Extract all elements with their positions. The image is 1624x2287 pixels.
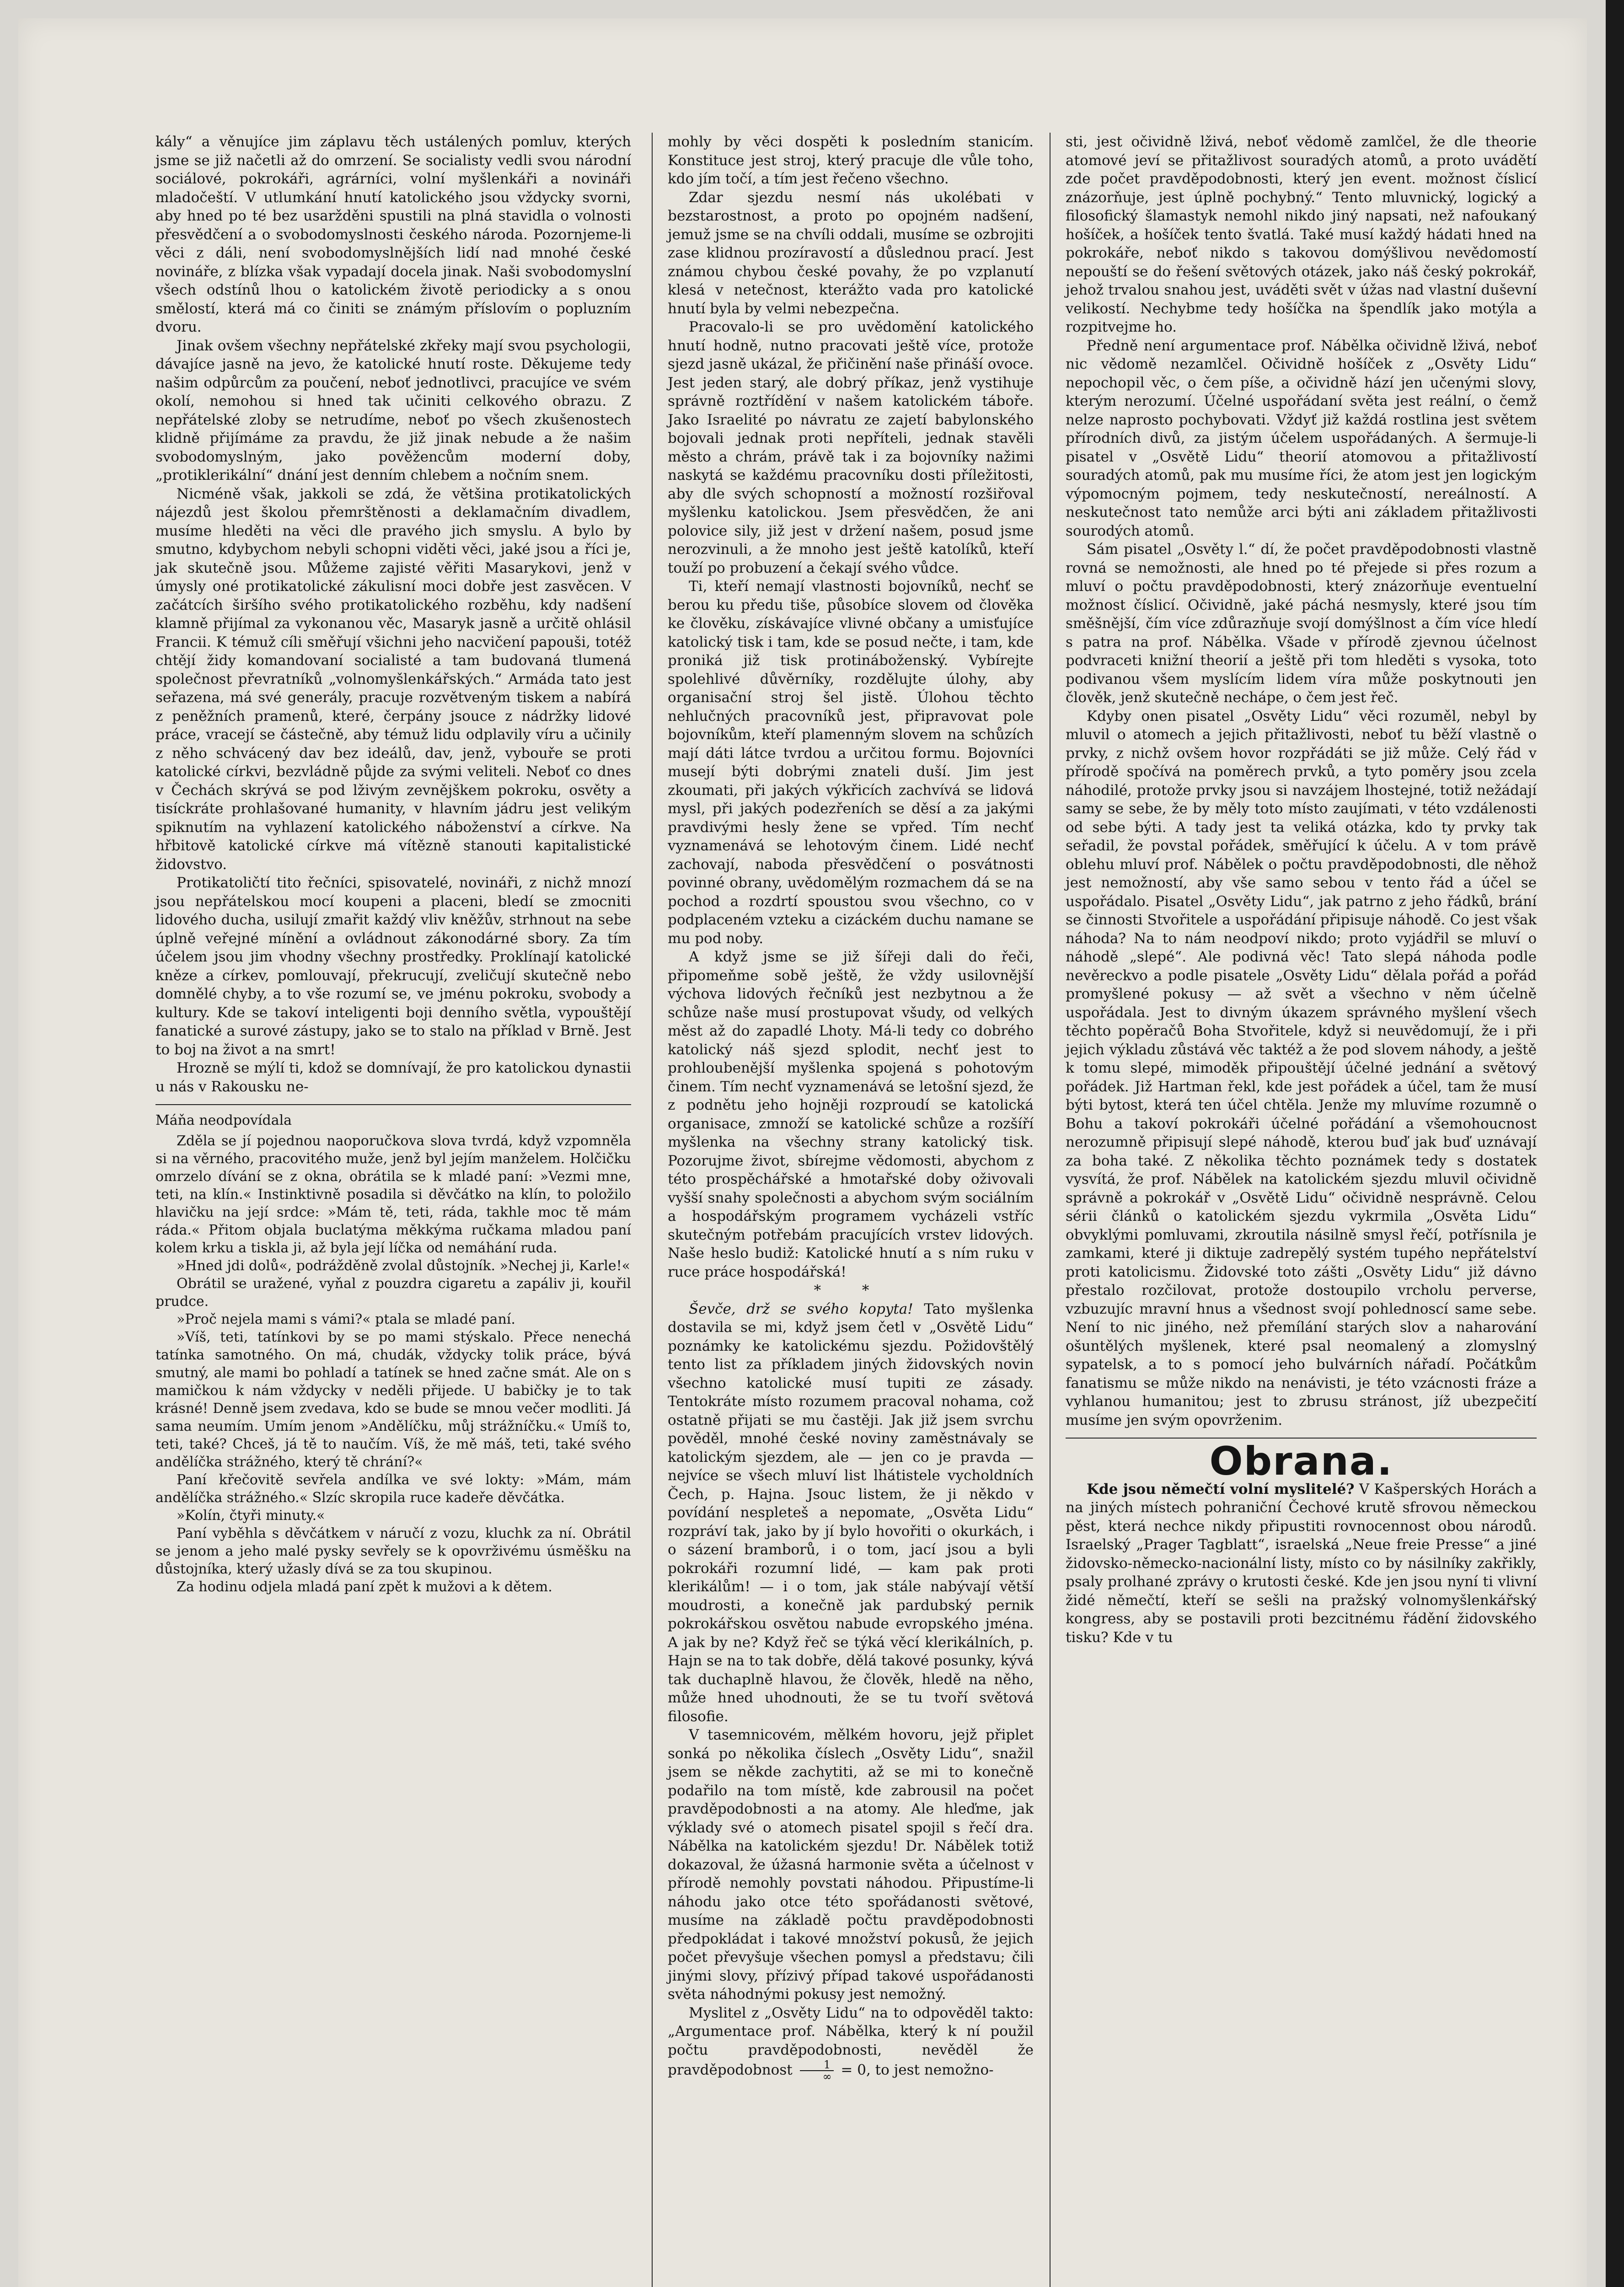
fraction xyxy=(800,2059,834,2082)
column-3 xyxy=(1066,133,1537,1647)
column-1 xyxy=(155,133,631,1596)
paragraph: mohly by věci dospěti k posledním stanicím. Konstituce jest stroj, který pracuje dle vůle toho, kdo jím točí, a tím jest řečeno všechno. xyxy=(668,134,1034,187)
paragraph: Předně není argumentace prof. Nábělka očividně lživá, neboť nic vědomě nezamlčel. Očividně hošíček z „Osvěty Lidu“ nepochopil věc, o čem píše, a očividně hází jen učenými slovy, kterým nerozumí. Účelné uspořádaní světa jest reální, o čemž nelze naprosto pochybovati. Vždyť již každá rostlina jest světem přírodních divů, za jistým účelem uspořádaných. A šermuje-li pisatel v „Osvětě Lidu“ theorií atomovou a přitažlivostí souradých atomů, pak mu musíme říci, že atom jest jen logickým výpomocným pojmem, tedy neskutečností, nereálností. A neskutečnost tato nemůže arci býti ani základem přitažlivosti sourodých atomů. xyxy=(1066,337,1537,539)
paragraph: Pracovalo-li se pro uvědomění katolického hnutí hodně, nutno pracovati ještě více, protože sjezd jasně ukázal, že přičinění naše přináší ovoce. Jest jeden starý, ale dobrý příkaz, jenž vystihuje správně roztřídění v našem katolickém táboře. Jako Israelité po návratu ze zajetí babylonského bojovali jednak proti nepříteli, jednak stavěli město a chrám, právě tak i za bojovníky nažimi naskytá se každému pracovníku dosti příležitosti, aby dle svých schopností a možností rozšiřoval myšlenku katolickou. Jsem přesvědčen, že ani polovice sily, již jest v držení našem, posud jsme nerozvinuli, a že mnoho jest ještě katolíků, kteří touží po probuzení a čekají svého vůdce. xyxy=(668,319,1034,576)
paragraph: Hrozně se mýlí ti, kdož se domnívají, že pro katolickou dynastii u nás v Rakousku ne- xyxy=(155,1060,631,1095)
feuilleton-paragraph: Paní křečovitě sevřela andílka ve své lokty: »Mám, mám andělíčka strážného.« Slzíc skropila ruce kadeře děvčátka. xyxy=(155,1472,631,1506)
feuilleton-paragraph: »Hned jdi dolů«, podrážděně zvolal důstojník. »Nechej ji, Karle!« xyxy=(177,1258,631,1274)
subhead: Kde jsou němečtí volní myslitelé? xyxy=(1087,1481,1355,1498)
paragraph: Kdyby onen pisatel „Osvěty Lidu“ věci rozuměl, nebyl by mluvil o atomech a jejich přitažlivosti, neboť tu běží vlastně o prvky, z nichž ovšem hovor rozpřádáti se již může. Celý řád v přírodě spočívá na poměrech prvků, a tyto poměry jsou zcela náhodilé, protože prvky jsou si navzájem lhostejné, totiž nežádají samy se sebe, že by měly toto místo zaujímati, v této vzdálenosti od sebe býti. A tady jest ta veliká otázka, kdo ty prvky tak seřadil, že povstal pořádek, směřující k účelu. A v tom právě oblehu mluví prof. Nábělek o počtu pravděpodobnosti, dle něhož jest nemožností, aby vše samo sebou v tento řád a účel se uspořádalo. Pisatel „Osvěty Lidu“, jak patrno z jeho řádků, brání se činnosti Stvořitele a uspořádání připisuje náhodě. Co jest však náhoda? Na to nám neodpoví nikdo; proto vyjádřil se mluví o náhodě „slepé“. Ale podivná věc! Tato slepá náhoda podle nevěreckvo a podle pisatele „Osvěty Lidu“ dělala pořád a pořád promyšlené pokusy — až svět a všechno v něm účelně uspořádala. Jest to divným úkazem správného myšlení všech těchto popěračů Boha Stvořitele, když si neuvědomují, že i při jejich výkladu zůstává věc taktéž a že pod slovem náhody, a ještě k tomu slepé, mimoděk připouštějí účelné jednání a světový pořádek. Již Hartman řekl, kde jest pořádek a účel, tam že musí býti bytost, která ten účel chtěla. Jenže my mluvíme rozumně o Bohu a takoví pokrokáři účelné pořádání a všemohoucnost nerozumně připisují slepé náhodě, kterou buď jak buď uznávají za boha také. Z několika těchto poznámek tedy s dostatek vysvítá, že prof. Nábělek na katolickém sjezdu mluvil očividně správně a pokrokář v „Osvětě Lidu“ očividně nesprávně. Celou sérii článků o katolickém sjezdu vykrmila „Osvěta Lidu“ obvyklými pomluvami, zkroutila násilně smysl řečí, potřísnila je zamkami, které ji diktuje zadrepělý systém tupého nepřátelství proti katolicismu. Židovské toto zášti „Osvěty Lidu“ již dávno přestalo rozčilovat, protože dostoupilo vrcholu perverse, vzbuzujíc mravní hnus a všednost svojí pohlednoscí same sebe. Není to nic jiného, než přemílání starých slov a naharování ošuntělých myšlenek, které psal neomalený a zlomyslný sypatelsk, a to s pomocí jeho bulvárních nářadí. Počátkům fanatismu se může nikdo na nenávisti, je této vzácnosti fráze a vyhlanou humanitou; jest to zbrusu stránost, jíž ubezpečití musíme jen svým opovrženim. xyxy=(1066,708,1537,1428)
paragraph: sti, jest očividně lživá, neboť vědomě zamlčel, že dle theorie atomové jeví se přitažlivost souradých atomů, a proto uvádětí zde počet pravděpodobnosti, který jen event. možnost číslicí znázorňuje, jest úplně pochybný.“ Tento mluvnický, logický a filosofický šlamastyk nemohl nikdo jiný napsati, než nafoukaný hošíček, a hošíček tento švatlá. Také musí každý hádati hned na pokrokáře, neboť nikdo s takovou domýšlivou nevědomostí nepouští se do řešení světových otázek, jako náš český pokrokář, jehož trvalou snahou jest, uváděti svět v úžas nad vlastní duševní velikostí. Nechybme tedy hošíčka na špendlík jako motýla a rozpitvejme ho. xyxy=(1066,134,1537,335)
paragraph: Sám pisatel „Osvěty l.“ dí, že počet pravděpodobnosti vlastně rovná se nemožnosti, ale hned po té přejede si přes rozum a mluví o počtu pravděpodobnosti, který znázorňuje eventuelní možnost číslicí. Očividně, jaké páchá nesmysly, které jsou tím směšnější, čím více zdůrazňuje svojí domýšlnost a čím více hledí s patra na prof. Nábělka. Všade v přírodě zjevnou účelnost podvraceti knižní theorií a ještě při tom hleděti s vysoka, toto podivanou všem myslícím lidem víra může poskytnouti jen člověk, jenž skutečně nechápe, o čem jest řeč. xyxy=(1066,541,1537,706)
paragraph: Protikatoličtí tito řečníci, spisovatelé, novináři, z nichž mnozí jsou nepřátelskou mocí koupeni a placeni, bledí se zmocniti lidového ducha, usilují zmařit každý vliv kněžův, strhnout na sebe úplně veřejné mínění a ovládnout zákonodárné sbory. Za tím účelem jsou jim vhodny všechny prostředky. Proklínají katolické kněze a církev, pomlouvají, překrucují, zveličují skutečně nebo domnělé chyby, a to vše rozumí se, ve jménu pokroku, svobody a kultury. Kde se takoví inteligenti boji denního světla, vypouštějí fanatické a surové zástupy, jako se to stalo na příklad v Brně. Jest to boj na život a na smrt! xyxy=(155,875,631,1058)
feuilleton-paragraph: Paní vyběhla s děvčátkem v náručí z vozu, kluchk za ní. Obrátil se jenom a jeho malé pysky sevřely se k opovrživému úsměšku na důstojníka, který užasly dívá se za tou skupinou. xyxy=(155,1525,631,1577)
feuilleton xyxy=(155,1111,631,1596)
feuilleton-title: Máňa neodpovídala xyxy=(155,1112,292,1128)
paragraph-text: Myslitel z „Osvěty Lidu“ na to odpověděl takto: „Argumentace prof. Nábělka, který k ní použil počtu pravděpodobnosti, nevěděl že pravděpodobnost xyxy=(668,2004,1034,2078)
column-2 xyxy=(668,133,1034,2082)
feuilleton-paragraph: Zděla se jí pojednou naoporučkova slova tvrdá, když vzpomněla si na věrného, pracovitého muže, jenž byl jejím manželem. Holčičku omrzelo dívání se z okna, obrátila se k mladé paní: »Vezmi mne, teti, na klín.« Instinktivně posadila si děvčátko na klín, to položilo hlavičku na její srdce: »Mám tě, teti, ráda, takhle moc tě mám ráda.« Přitom objala buclatýma měkkýma ručkama mladou paní kolem krku a tiskla ji, až byla její líčka od nemáhání ruda. xyxy=(155,1133,631,1256)
feuilleton-paragraph: Obrátil se uražené, vyňal z pouzdra cigaretu a zapáliv ji, kouřil prudce. xyxy=(155,1276,631,1310)
column-divider-1 xyxy=(652,133,653,2287)
feuilleton-paragraph: »Proč nejela mami s vámi?« ptala se mladé paní. xyxy=(177,1311,515,1327)
article-lead-paragraph xyxy=(668,1300,1034,1726)
section-title: Obrana. xyxy=(1209,1439,1393,1484)
newspaper-page xyxy=(18,18,1587,2287)
feuilleton-paragraph: »Víš, teti, tatínkovi by se po mami stýskalo. Přece nenechá tatínka samotného. On má, chudák, vždycky tolik práce, bývá smutný, ale mami bo pohladí a tatínek se hned začne smát. Ale on s mamičkou k nám vždycky v neděli přijede. U babičky je to tak krásné! Denně jsem zvedava, kdo se bude se mnou večer modliti. Já sama neumím. Umím jenom »Andělíčku, můj strážníčku.« Umíš to, teti, také? Chceš, já tě to naučím. Víš, že mě máš, teti, také svého andělíčka strážného, který tě chrání?« xyxy=(155,1329,631,1470)
article-lead: Ševče, drž se svého kopyta! xyxy=(689,1300,913,1317)
paragraph: V tasemnicovém, mělkém hovoru, jejž připlet sonká po několika číslech „Osvěty Lidu“, snažil jsem se někde zachytiti, až se mi to konečně podařilo na tom místě, kde zabrousil na počet pravděpodobnosti a na atomy. Ale hleďme, jak výklady své o atomech pisatel spojil s řečí dra. Nábělka na katolickém sjezdu! Dr. Nábělek totiž dokazoval, že úžasná harmonie světa a účelnost v přírodě nemohly povstati náhodou. Připustíme-li náhodu jako otce této spořádanosti světové, musíme na základě počtu pravděpodobnosti předpokládat i takové množství pokusů, že jejich počet převyšuje všechen pomysl a představu; čili jinými slovy, přízivý případ takové uspořádanosti světa náhodnými pokusy jest nemožný. xyxy=(668,1727,1034,2002)
paragraph: Jinak ovšem všechny nepřátelské zkřeky mají svou psychologii, dávajíce jasně na jevo, že katolické hnutí roste. Děkujeme tedy našim odpůrcům za poučení, neboť jednotlivci, pracujíce ve svém okolí, nemohou si hned tak učiniti celkového obrazu. Z nepřátelské zloby se netrudíme, neboť po všech zkušenostech klidně přijímáme za pravdu, že již jinak nebude a že našim svobodomyslným, jako pověžencům moderní doby, „protiklerikální“ dnání jest denním chlebem a nočním snem. xyxy=(155,337,631,483)
paragraph: Nicméně však, jakkoli se zdá, že většina protikatolických nájezdů jest školou přemrštěnosti a deklamačním divadlem, musíme hleděti na věci dle pravého jich smyslu. A bylo by smutno, kdybychom nebyli schopni viděti věci, jaké jsou a říci je, jak skutečně jsou. Můžeme zajisté věřiti Masarykovi, jenž v úmysly oné protikatolické zákulisní moci dobře jest zasvěcen. V začátcích širšího svého protikatolického rozběhu, kdy nadšení klamně přijímal za vykonanou věc, Masaryk jasně a určitě ohlásil Francii. K témuž cíli směřují všichni jeho nacvičení papouši, totéž chtějí židy komandovaní socialisté a tam budovaná tlumená společnost převratníků „volnomyšlenkářských.“ Armáda tato jest seřazena, má své generály, pracuje rozvětveným tiskem a nabírá z peněžních pramenů, které, čerpány jsouce z nádržky lidové práce, vracejí se částečně, aby témuž lidu odplavily víru a učinily z něho schvácený dav bez ideálů, dav, jenž, vybouře se proti katolické církvi, bezvládně půjde za svými veliteli. Neboť co dnes v Čechách skrývá se pod lživým zevnějškem pokroku, osvěty a tisíckráte prohlašované humanity, v hlavním jádru jest velikým spiknutím na vyhlazení katolického náboženství a církve. Na hřbitově katolické církve má vítězně stanouti kapitalistické židovstvo. xyxy=(155,485,631,873)
column-divider-2 xyxy=(1050,133,1051,2287)
paragraph-with-subhead xyxy=(1066,1480,1537,1647)
fraction-denominator: ∞ xyxy=(822,2070,832,2083)
paragraph: Ti, kteří nemají vlastnosti bojovníků, nechť se berou ku předu tiše, působíce slovem od člověka ke člověku, získávajíce vlivné občany a umisťujíce katolický tisk i tam, kde se posud nečte, i tam, kde proniká již tisk protináboženský. Vybírejte spolehlivé důvěrníky, rozdělujte úlohy, aby organisační stroj šel jistě. Úlohou těchto nehlučných pracovníků jest, připravovat pole bojovníkům, kteří plamenným slovem na schůzích mají dáti látce tvrdou a určitou formu. Bojovníci musejí býti dobrými znateli duší. Jim jest zkoumati, při jakých výkřicích zachvívá se lidová mysl, při jakých podezřeních se děsí a za jakými pravdivými hesly žene se vpřed. Tím nechť vyznamenává se lehotovým činem. Lidé nechť zachovají, naboda přesvědčení o posvátnosti povinné obrany, uvědomělým rozmachem dá se na pochod a rozdrtí spoustou svou všechno, co v podplaceném vzteku a cizáckém duchu namane se mu pod noby. xyxy=(668,578,1034,947)
paragraph: Zdar sjezdu nesmí nás ukolébati v bezstarostnost, a proto po opojném nadšení, jemuž jsme se na chvíli oddali, musíme se ozbrojiti zase klidnou prozíravostí a důslednou prací. Jest známou chybou české povahy, že po vzplanutí klesá v netečnost, kterážto vada pro katolické hnutí byla by velmi nebezpečna. xyxy=(668,189,1034,317)
fraction-numerator: 1 xyxy=(800,2059,834,2071)
feuilleton-paragraph: Za hodinu odjela mladá paní zpět k mužovi a k dětem. xyxy=(177,1579,552,1595)
scan-edge xyxy=(1606,0,1624,2287)
paragraph-text: Tato myšlenka dostavila se mi, když jsem četl v „Osvětě Lidu“ poznámky ke katolickému sjezdu. Požidovštělý tento list za příkladem jiných židovských novin všechno katolické musí tupiti ze zásady. Tentokráte místo rozumem pracoval nohama, což ostatně přijati se mu častěji. Jak již jsem svrchu pověděl, mnohé české noviny zaměstnávaly se katolickým sjezdem, ale — jen co je pravda — nejvíce se všech mluví list lhátistele vycholdních Čech, p. Hajna. Jsouc listem, že ji někdo v povídání nespleteš a nepomate, „Osvěta Lidu“ rozpráví tak, jako by jí bylo hovořiti o okurkách, i o sázení bramborů, i o tom, jací jsou a byli pokrokáři rozumní lidé, — kam pak proti klerikálům! — i o tom, jak stále nabývají větší moudrosti, a konečně jak pardubský pernik pokrokářskou osvětou nabude evropského jména. A jak by ne? Když řeč se týká věcí klerikálních, p. Hajn se na to tak dobře, dělá takové posunky, kývá tak duchaplně hlavou, že člověk, hledě na něho, může hned uhodnouti, že se tu tvoří světová filosofie. xyxy=(668,1300,1034,1725)
feuilleton-divider xyxy=(155,1104,631,1105)
feuilleton-paragraph: »Kolín, čtyři minuty.« xyxy=(177,1508,325,1524)
paragraph-text: V Kašperských Horách a na jiných místech pohraniční Čechové krutě sfrovou německou pěst, která nechce nikdy připustiti rovnocennost obou národů. Israelský „Prager Tagblatt“, israelská „Neue freie Presse“ a jiné židovsko-německo-nacionální listy, místo co by násilníky zakřikly, psaly prolhané zprávy o krutosti české. Kde jen jsou nyní ti vlivní židé němečtí, kteří se sešli na pražský volnomyšlenkářský kongress, aby se postavili proti bezcitnému řádění židovského tisku? Kde v tu xyxy=(1066,1481,1537,1646)
paragraph: kály“ a věnujíce jim záplavu těch ustálených pomluv, kterých jsme se již načetli až do omrzení. Se socialisty vedli svou národní sociálové, pokrokáři, agrárníci, volní myšlenkáři a novináři mladočeští. V utlumkání hnutí katolického jsou vždycky svorni, aby hned po té bez usaržděni spustili na plná stavidla o volnosti přesvědčení a o svobodomyslnosti českého národa. Pozornjeme-li věci z dáli, není svobodomyslnějších lidí nad mnohé české novináře, z blízka však vypadají docela jinak. Naši svobodomyslní všech odstínů lhou o katolickém životě periodicky a s onou smělostí, která má co činiti se známým příslovím o popluzním dvoru. xyxy=(155,134,631,335)
section-separator-stars: * * xyxy=(814,1282,888,1299)
paragraph: A když jsme se již šířeji dali do řeči, připomeňme sobě ještě, že vždy usilovnější výchova lidových řečníků jest nezbytnou a že schůze naše musí prostupovat všudy, od velkých měst až do zapadlé Lhoty. Má-li tedy co dobrého katolický náš sjezd splodit, nechť jest to prohloubenější myšlenka spojená s pohotovým činem. Tím nechť vyznamenává se letošní sjezd, že z podnětu jeho hojněji rozproudí se katolická organisace, zmnoží se katolické schůze a rozšíří myšlenka na všechny strany katolický tisk. Pozorujme život, sbírejme vědomosti, abychom z této prospěchářské a hmotařské doby oživovali vyšší snahy společnosti a abychom svým sociálním a hospodářským programem vycházeli vstříc skutečným potřebám pracujících vrstev lidových. Naše heslo budiž: Katolické hnutí a s ním ruku v ruce práce hospodářská! xyxy=(668,949,1034,1280)
paragraph-with-formula xyxy=(668,2004,1034,2083)
formula-tail: = 0, to jest nemožno- xyxy=(841,2062,994,2078)
